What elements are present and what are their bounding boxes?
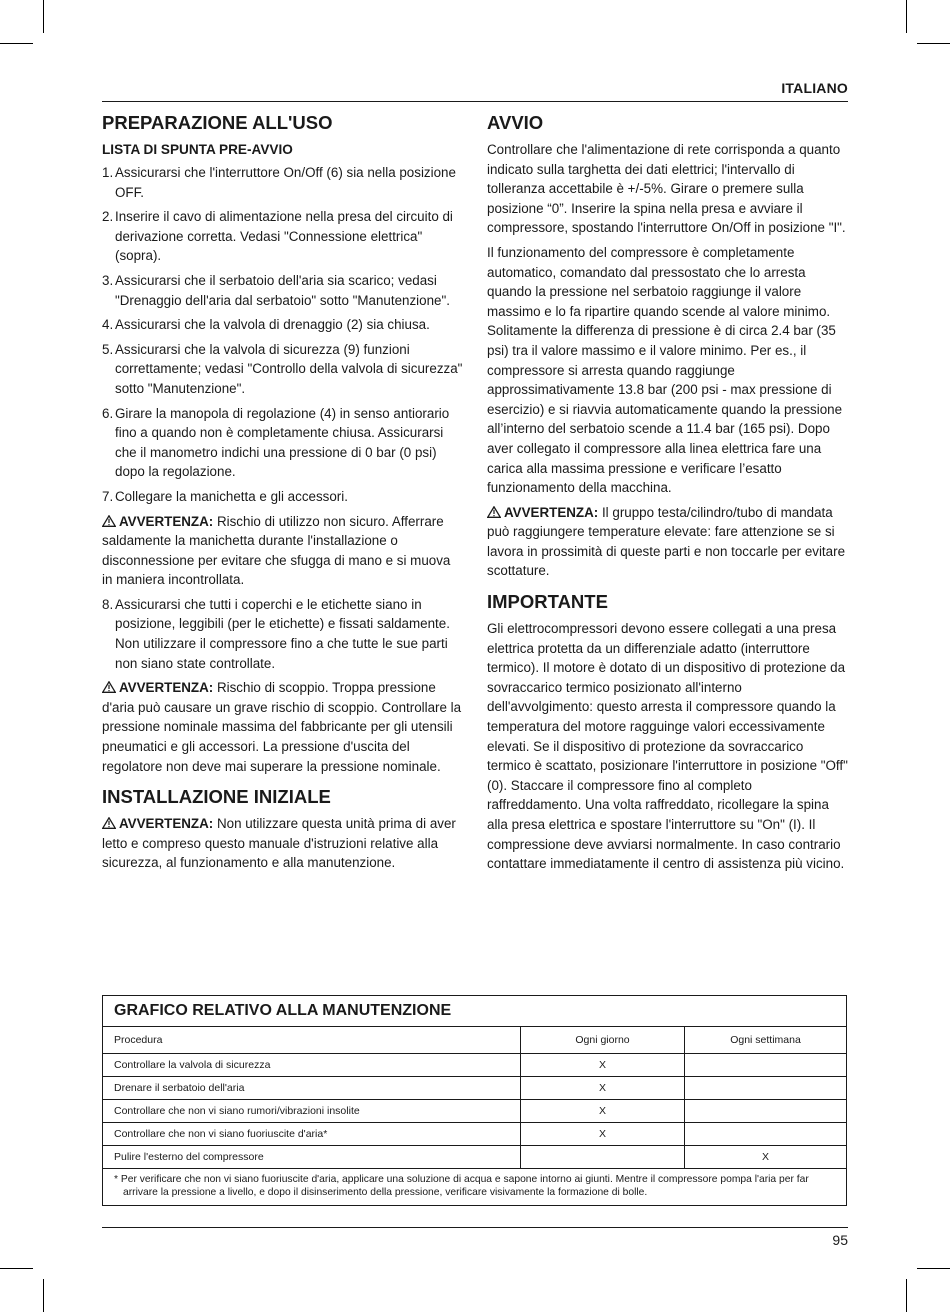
- checklist-item: [102, 271, 464, 310]
- table-cell: [685, 1100, 847, 1123]
- table-row: [103, 1100, 846, 1123]
- table-cell: [521, 1146, 685, 1169]
- step-text: Inserire il cavo di alimentazione nella presa del circuito di derivazione corretta. Vedasi "Connessione elettrica" (sopra).: [115, 209, 453, 264]
- table-cell: [685, 1077, 847, 1100]
- crop-mark: [43, 0, 44, 33]
- column-header: Procedura: [103, 1027, 521, 1054]
- warning-triangle-icon: [102, 817, 116, 829]
- step-text: Assicurarsi che l'interruttore On/Off (6) sia nella posizione OFF.: [115, 165, 456, 200]
- step-text: Girare la manopola di regolazione (4) in senso antiorario fino a quando non è completamente chiusa. Assicurarsi che il manometro indichi una pressione di 0 bar (0 psi) dopo la regolazione.: [115, 405, 450, 480]
- crop-mark: [906, 1279, 907, 1312]
- maintenance-table: [103, 1027, 846, 1169]
- footer-divider: [102, 1227, 848, 1228]
- section-title-important: IMPORTANTE: [487, 591, 608, 613]
- paragraph-operation: Il funzionamento del compressore è completamente automatico, comandato dal pressostato che lo arresta quando la pressione nel serbatoio raggiunge il valore massimo e lo fa ripartire quando scende al valore minimo. Solitamente la differenza di pressione è di circa 2.4 bar (35 psi) tra il valore massimo e il valore minimo. Per es., il compressore si arresta quando raggiunge approssimativamente 13.8 bar (200 psi - max pressione di esercizio) e si riavvia automaticamente quando la pressione all’interno del serbatoio scende a 11.4 bar (165 psi). Dopo aver collegato il compressore alla linea elettrica fare una carica alla massima pressione e verificare l’esatto funzionamento della macchina.: [487, 244, 843, 496]
- checklist-item: [102, 207, 464, 266]
- footnote-text: * Per verificare che non vi siano fuoriuscite d'aria, applicare una soluzione di acqua e sapone intorno ai giunti. Mentre il compressore pompa l'aria per far arrivare la pressione a livello, e dopo il disinserimento della pressione, verificare visivamente la formazione di bolle.: [114, 1174, 809, 1198]
- warning-label: AVVERTENZA:: [504, 504, 599, 520]
- checklist-title: LISTA DI SPUNTA PRE-AVVIO: [102, 142, 293, 157]
- step-text: Assicurarsi che la valvola di sicurezza (9) funzioni correttamente; vedasi "Controllo della valvola di sicurezza" sotto "Manutenzione".: [115, 341, 463, 396]
- warning-unsafe-use: [102, 512, 464, 590]
- warning-label: AVVERTENZA:: [119, 816, 214, 832]
- table-cell: X: [521, 1123, 685, 1146]
- warning-label: AVVERTENZA:: [119, 680, 214, 696]
- maintenance-chart-title: GRAFICO RELATIVO ALLA MANUTENZIONE: [103, 996, 846, 1027]
- step-number: 4.: [102, 317, 114, 333]
- table-row: [103, 1054, 846, 1077]
- step-number: 6.: [102, 405, 114, 421]
- language-label: ITALIANO: [781, 80, 848, 96]
- table-cell: Pulire l'esterno del compressore: [103, 1146, 521, 1169]
- checklist-item: [102, 315, 464, 335]
- right-column: [487, 112, 849, 879]
- checklist-item: [102, 595, 464, 673]
- table-row: [103, 1123, 846, 1146]
- checklist-item: [102, 404, 464, 482]
- checklist-item: [102, 163, 464, 202]
- warning-text: Il gruppo testa/cilindro/tubo di mandata può raggiungere temperature elevate: fare attenzione se si lavora in prossimità di queste parti e non toccarle per evitare scottature.: [487, 504, 846, 579]
- warning-burst-risk: [102, 678, 464, 776]
- warning-label: AVVERTENZA:: [119, 513, 214, 529]
- step-text: Assicurarsi che il serbatoio dell'aria sia scarico; vedasi "Drenaggio dell'aria dal serbatoio" sotto "Manutenzione".: [115, 272, 450, 308]
- warning-text: Rischio di scoppio. Troppa pressione d'aria può causare un grave rischio di scoppio. Controllare la pressione nominale massima del fabbricante per gli utensili pneumatici e gli accessori. La pressione d'uscita del regolatore non deve mai superare la pressione nominale.: [102, 680, 462, 774]
- table-cell: X: [685, 1146, 847, 1169]
- warning-text: Rischio di utilizzo non sicuro. Afferrare saldamente la manichetta durante l'installazione o disconnessione per evitare che sfugga di mano e si muova in maniera incontrollata.: [102, 513, 451, 588]
- table-row: [103, 1146, 846, 1169]
- crop-mark: [917, 43, 950, 44]
- paragraph-important: Gli elettrocompressori devono essere collegati a una presa elettrica protetta da un differenziale adatto (interruttore termico). Il motore è dotato di un dispositivo di protezione da sovraccarico termico posizionato all'interno dell'avvolgimento: questo arresta il compressore quando la temperatura del motore ragguinge valori eccessivamente elevati. Se il dispositivo di protezione da sovraccarico termico è scattato, posizionare l'interruttore in posizione "Off" (0). Staccare il compressore fino al completo raffreddamento. Una volta raffreddato, ricollegare la spina alla presa elettrica e spostare l'interruttore su "On" (I). Il compressione deve avviarsi normalmente. In caso contrario contattare immediatamente il centro di assistenza più vicino.: [487, 621, 848, 872]
- warning-text: Non utilizzare questa unità prima di aver letto e compreso questo manuale d'istruzioni relative alla sicurezza, al funzionamento e alla manutenzione.: [102, 816, 456, 871]
- table-cell: X: [521, 1054, 685, 1077]
- crop-mark: [906, 0, 907, 33]
- section-title-installation: INSTALLAZIONE INIZIALE: [102, 786, 331, 808]
- table-cell: [685, 1123, 847, 1146]
- checklist-steps-continued: [102, 595, 464, 673]
- checklist-item: [102, 340, 464, 399]
- column-header: Ogni giorno: [521, 1027, 685, 1054]
- section-title-preparation: PREPARAZIONE ALL'USO: [102, 112, 333, 133]
- page-number: 95: [832, 1232, 848, 1248]
- step-number: 1.: [102, 165, 114, 180]
- table-cell: Controllare che non vi siano rumori/vibrazioni insolite: [103, 1100, 521, 1123]
- table-header-row: [103, 1027, 846, 1054]
- crop-mark: [0, 43, 33, 44]
- step-number: 8.: [102, 596, 114, 612]
- crop-mark: [43, 1279, 44, 1312]
- paragraph-start: Controllare che l'alimentazione di rete corrisponda a quanto indicato sulla targhetta dei dati elettrici; l'intervallo di tolleranza accettabile è +/-5%. Girare o premere sulla posizione “0”. Inserire la spina nella presa e avviare il compressore, spostando l'interruttore On/Off in posizione "I".: [487, 142, 846, 236]
- warning-triangle-icon: [487, 506, 501, 518]
- step-text: Collegare la manichetta e gli accessori.: [115, 488, 348, 504]
- table-cell: Drenare il serbatoio dell'aria: [103, 1077, 521, 1100]
- table-cell: [685, 1054, 847, 1077]
- header-divider: [102, 101, 848, 102]
- warning-triangle-icon: [102, 515, 116, 527]
- warning-triangle-icon: [102, 681, 116, 693]
- step-number: 2.: [102, 209, 114, 225]
- step-number: 7.: [102, 488, 114, 504]
- maintenance-footnote: [103, 1169, 846, 1205]
- step-number: 3.: [102, 272, 114, 288]
- warning-hot-surfaces: [487, 503, 849, 581]
- table-cell: X: [521, 1100, 685, 1123]
- table-cell: X: [521, 1077, 685, 1100]
- section-title-start: AVVIO: [487, 112, 544, 133]
- table-cell: Controllare che non vi siano fuoriuscite d'aria*: [103, 1123, 521, 1146]
- step-number: 5.: [102, 341, 114, 357]
- checklist-steps: [102, 163, 464, 507]
- maintenance-chart: [102, 995, 847, 1206]
- step-text: Assicurarsi che la valvola di drenaggio (2) sia chiusa.: [115, 317, 430, 333]
- left-column: [102, 112, 464, 878]
- table-row: [103, 1077, 846, 1100]
- crop-mark: [0, 1268, 33, 1269]
- crop-mark: [917, 1268, 950, 1269]
- table-cell: Controllare la valvola di sicurezza: [103, 1054, 521, 1077]
- checklist-item: [102, 487, 464, 507]
- column-header: Ogni settimana: [685, 1027, 847, 1054]
- warning-read-manual: [102, 814, 464, 873]
- step-text: Assicurarsi che tutti i coperchi e le etichette siano in posizione, leggibili (per le etichette) e fissati saldamente. Non utilizzare il compressore fino a che tutte le sue parti non siano state controllate.: [115, 596, 450, 671]
